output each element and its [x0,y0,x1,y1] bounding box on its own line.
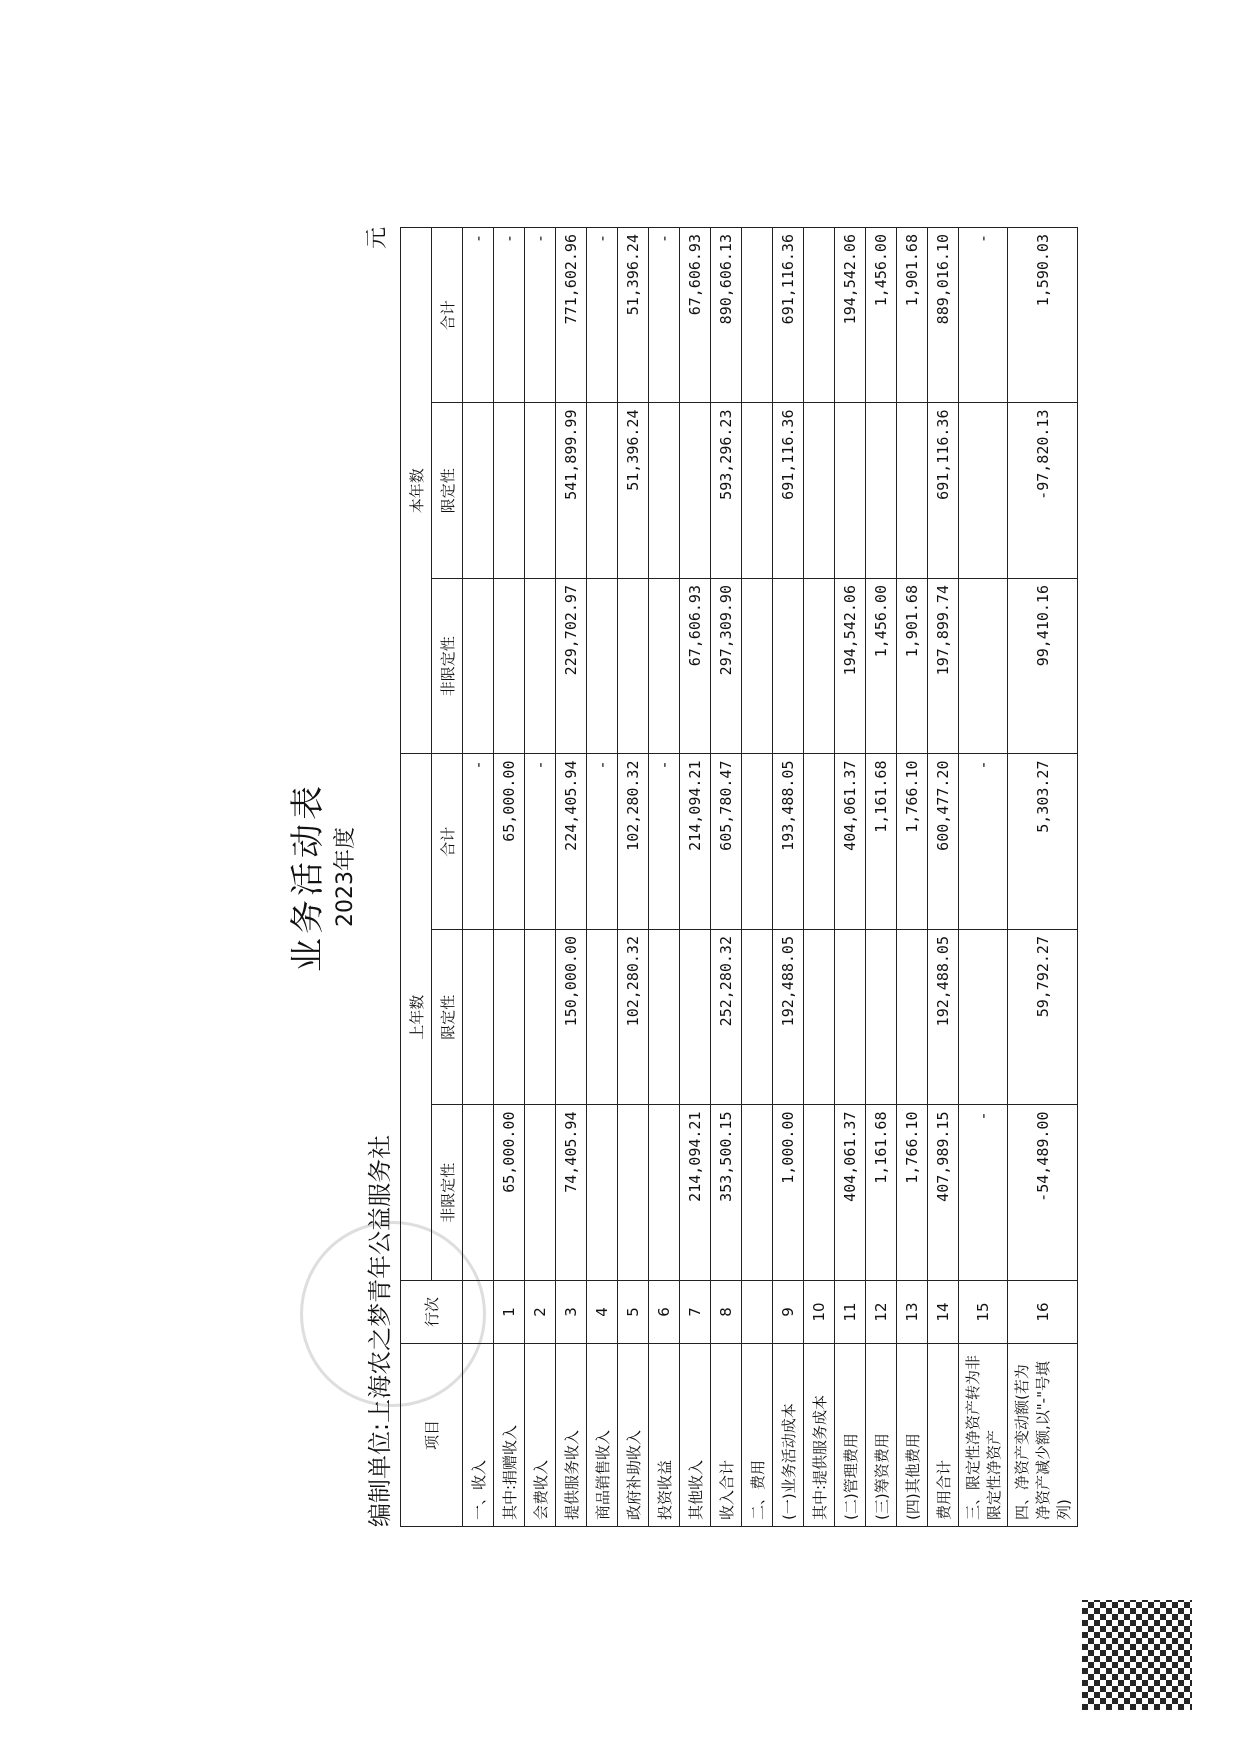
cell-line: 2 [525,1281,556,1344]
cell-curr-total: 1,590.03 [1008,228,1078,404]
cell-curr-total: - [525,228,556,404]
cell-curr-restricted: 541,899.99 [556,403,587,579]
cell-prev-unrestricted [618,1105,649,1281]
cell-curr-unrestricted: 1,456.00 [866,579,897,755]
cell-prev-unrestricted: 1,766.10 [897,1105,928,1281]
qr-code-icon [1082,1600,1192,1710]
cell-curr-unrestricted [587,579,618,755]
cell-line: 12 [866,1281,897,1344]
cell-item: 提供服务收入 [556,1344,587,1527]
header-curr-restricted: 限定性 [432,403,463,579]
page-title: 业务活动表 [288,782,328,972]
cell-curr-restricted: 691,116.36 [928,403,959,579]
cell-prev-restricted [742,930,773,1106]
cell-line: 10 [804,1281,835,1344]
cell-curr-total: - [463,228,494,404]
cell-prev-restricted [680,930,711,1106]
cell-prev-unrestricted: 214,094.21 [680,1105,711,1281]
cell-prev-unrestricted: 1,000.00 [773,1105,804,1281]
cell-line: 9 [773,1281,804,1344]
cell-item: 三、限定性净资产转为非限定性净资产 [959,1344,1008,1527]
report-year: 2023年度 [333,827,358,927]
cell-line: 6 [649,1281,680,1344]
cell-line: 3 [556,1281,587,1344]
cell-curr-total: 890,606.13 [711,228,742,404]
cell-curr-total: 771,602.96 [556,228,587,404]
cell-curr-total: - [649,228,680,404]
cell-prev-total: - [959,754,1008,930]
cell-prev-total: 404,061.37 [835,754,866,930]
cell-prev-unrestricted: 407,989.15 [928,1105,959,1281]
cell-curr-unrestricted [649,579,680,755]
cell-curr-restricted [525,403,556,579]
cell-line: 14 [928,1281,959,1344]
cell-item: 会费收入 [525,1344,556,1527]
cell-line [463,1281,494,1344]
table-row [804,228,835,1527]
cell-curr-restricted [866,403,897,579]
cell-prev-total [804,754,835,930]
cell-prev-restricted [463,930,494,1106]
cell-prev-total: 600,477.20 [928,754,959,930]
cell-curr-restricted [587,403,618,579]
cell-curr-unrestricted [618,579,649,755]
cell-item: 其他收入 [680,1344,711,1527]
organization-name: 编制单位:上海农之梦青年公益服务社 [366,1134,394,1527]
cell-curr-total: 889,016.10 [928,228,959,404]
cell-line: 5 [618,1281,649,1344]
cell-line: 7 [680,1281,711,1344]
header-prev-year: 上年数 [401,754,432,1281]
cell-curr-unrestricted [494,579,525,755]
cell-prev-total: - [525,754,556,930]
cell-curr-unrestricted: 99,410.16 [1008,579,1078,755]
cell-line: 8 [711,1281,742,1344]
cell-curr-unrestricted: 67,606.93 [680,579,711,755]
cell-line: 4 [587,1281,618,1344]
cell-prev-total: - [649,754,680,930]
cell-prev-total: - [587,754,618,930]
header-prev-total: 合计 [432,754,463,930]
cell-curr-total: - [587,228,618,404]
cell-prev-total: 1,766.10 [897,754,928,930]
table-row [587,228,618,1527]
cell-curr-unrestricted: 297,309.90 [711,579,742,755]
cell-item: 投资收益 [649,1344,680,1527]
table-row [525,228,556,1527]
cell-prev-restricted: 102,280.32 [618,930,649,1106]
cell-prev-restricted: 192,488.05 [773,930,804,1106]
table-row [711,228,742,1527]
cell-curr-total: 1,456.00 [866,228,897,404]
cell-item: (三)筹资费用 [866,1344,897,1527]
cell-prev-restricted [587,930,618,1106]
cell-prev-restricted [897,930,928,1106]
header-prev-restricted: 限定性 [432,930,463,1106]
cell-curr-total [742,228,773,404]
cell-prev-restricted [649,930,680,1106]
cell-curr-unrestricted: 194,542.06 [835,579,866,755]
table-row [1008,228,1078,1527]
header-line: 行次 [401,1281,463,1344]
cell-curr-restricted [494,403,525,579]
cell-curr-unrestricted: 197,899.74 [928,579,959,755]
cell-prev-unrestricted: 353,500.15 [711,1105,742,1281]
cell-item: 费用合计 [928,1344,959,1527]
cell-line [742,1281,773,1344]
cell-prev-restricted: 59,792.27 [1008,930,1078,1106]
cell-item: 商品销售收入 [587,1344,618,1527]
cell-line: 11 [835,1281,866,1344]
cell-line: 1 [494,1281,525,1344]
table-row [773,228,804,1527]
cell-line: 13 [897,1281,928,1344]
cell-prev-unrestricted: -54,489.00 [1008,1105,1078,1281]
cell-prev-unrestricted: - [959,1105,1008,1281]
table-row [959,228,1008,1527]
cell-curr-restricted [959,403,1008,579]
cell-prev-restricted [959,930,1008,1106]
cell-curr-restricted [649,403,680,579]
cell-curr-restricted [835,403,866,579]
cell-curr-unrestricted: 1,901.68 [897,579,928,755]
cell-prev-restricted [835,930,866,1106]
cell-prev-restricted [494,930,525,1106]
cell-curr-unrestricted [742,579,773,755]
cell-curr-restricted: -97,820.13 [1008,403,1078,579]
table-row [556,228,587,1527]
cell-curr-unrestricted [773,579,804,755]
cell-prev-restricted [804,930,835,1106]
cell-curr-restricted [742,403,773,579]
table-body [463,228,1078,1527]
cell-prev-unrestricted [463,1105,494,1281]
cell-prev-total: 65,000.00 [494,754,525,930]
cell-prev-total [742,754,773,930]
cell-item: (一)业务活动成本 [773,1344,804,1527]
cell-curr-total: 51,396.24 [618,228,649,404]
cell-item: 四、净资产变动额(若为净资产减少额,以"-"号填列) [1008,1344,1078,1527]
cell-item: 其中:捐赠收入 [494,1344,525,1527]
cell-curr-total: 691,116.36 [773,228,804,404]
cell-item: (二)管理费用 [835,1344,866,1527]
currency-unit: 元 [365,227,390,250]
cell-prev-restricted: 192,488.05 [928,930,959,1106]
cell-curr-total: - [959,228,1008,404]
table-row [866,228,897,1527]
cell-curr-unrestricted [525,579,556,755]
cell-curr-total: 194,542.06 [835,228,866,404]
table-row [618,228,649,1527]
cell-prev-unrestricted [587,1105,618,1281]
cell-curr-unrestricted [804,579,835,755]
cell-curr-restricted [804,403,835,579]
table-row [835,228,866,1527]
table-row [897,228,928,1527]
cell-prev-total: 193,488.05 [773,754,804,930]
cell-curr-restricted [897,403,928,579]
header-curr-year: 本年数 [401,228,432,755]
cell-item: 一、收入 [463,1344,494,1527]
cell-item: 收入合计 [711,1344,742,1527]
cell-prev-restricted [525,930,556,1106]
cell-curr-restricted: 691,116.36 [773,403,804,579]
cell-prev-total: 102,280.32 [618,754,649,930]
table-row [494,228,525,1527]
cell-curr-restricted [680,403,711,579]
cell-prev-unrestricted [804,1105,835,1281]
cell-prev-restricted: 252,280.32 [711,930,742,1106]
cell-line: 16 [1008,1281,1078,1344]
cell-prev-total: 1,161.68 [866,754,897,930]
table-row [742,228,773,1527]
rotated-sheet [240,227,1073,1527]
cell-curr-total: - [494,228,525,404]
cell-item: 二、费用 [742,1344,773,1527]
cell-item: (四)其他费用 [897,1344,928,1527]
cell-prev-unrestricted: 65,000.00 [494,1105,525,1281]
cell-prev-unrestricted: 74,405.94 [556,1105,587,1281]
cell-curr-unrestricted [463,579,494,755]
header-prev-unrestricted: 非限定性 [432,1105,463,1281]
table-row [680,228,711,1527]
cell-prev-unrestricted [525,1105,556,1281]
header-curr-total: 合计 [432,228,463,404]
cell-prev-unrestricted: 1,161.68 [866,1105,897,1281]
cell-curr-total: 1,901.68 [897,228,928,404]
cell-prev-total: 605,780.47 [711,754,742,930]
table-row [649,228,680,1527]
cell-prev-unrestricted: 404,061.37 [835,1105,866,1281]
cell-prev-total: 5,303.27 [1008,754,1078,930]
cell-line: 15 [959,1281,1008,1344]
table-row [463,228,494,1527]
cell-curr-unrestricted: 229,702.97 [556,579,587,755]
cell-curr-total [804,228,835,404]
header-row-top [401,228,432,1527]
cell-item: 政府补助收入 [618,1344,649,1527]
header-curr-unrestricted: 非限定性 [432,579,463,755]
cell-curr-restricted: 593,296.23 [711,403,742,579]
cell-prev-total: 214,094.21 [680,754,711,930]
cell-curr-restricted: 51,396.24 [618,403,649,579]
cell-prev-restricted: 150,000.00 [556,930,587,1106]
cell-prev-unrestricted [742,1105,773,1281]
header-item: 项目 [401,1344,463,1527]
cell-curr-restricted [463,403,494,579]
cell-prev-restricted [866,930,897,1106]
cell-prev-total: 224,405.94 [556,754,587,930]
cell-prev-unrestricted [649,1105,680,1281]
cell-prev-total: - [463,754,494,930]
cell-item: 其中:提供服务成本 [804,1344,835,1527]
cell-curr-total: 67,606.93 [680,228,711,404]
cell-curr-unrestricted [959,579,1008,755]
activity-table [400,227,1078,1527]
table-row [928,228,959,1527]
